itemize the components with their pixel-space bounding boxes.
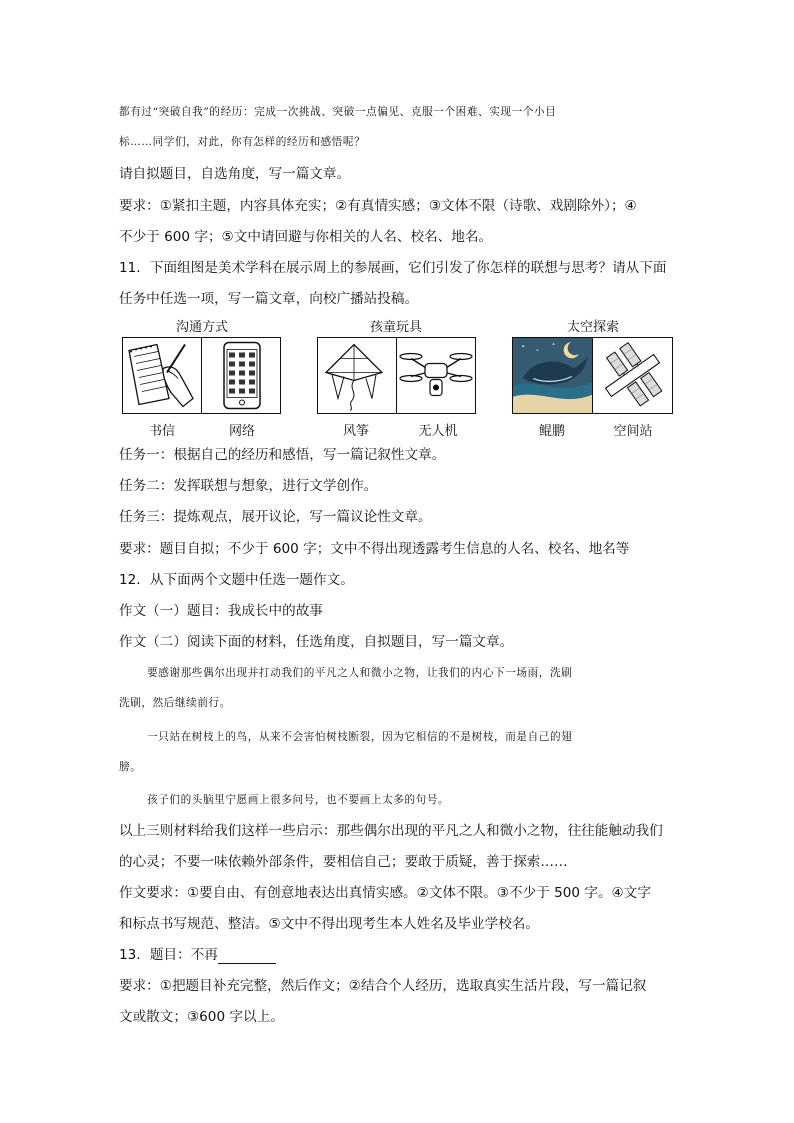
- q13-title-text: 13．题目：不再: [119, 947, 218, 963]
- q12-option-2: 作文（二）阅读下面的材料，任选角度，自拟题目，写一篇文章。: [119, 634, 514, 650]
- q11-task-1: 任务一：根据自己的经历和感悟，写一篇记叙性文章。: [119, 447, 446, 463]
- q12-option-1: 作文（一）题目：我成长中的故事: [119, 603, 323, 619]
- q11-task-2: 任务二：发挥联想与想象，进行文学创作。: [119, 478, 378, 494]
- picture-panel-space: [512, 337, 673, 414]
- space-station-icon: [592, 338, 672, 413]
- intro-line: 标……同学们，对此，你有怎样的经历和感悟呢？: [119, 136, 366, 148]
- kunpeng-whale-painting: [513, 338, 592, 413]
- q12-requirement: 和标点书写规范、整洁。⑤文中不得出现考生本人姓名及毕业学校名。: [119, 916, 539, 932]
- intro-line: 都有过“突破自我”的经历：完成一次挑战、突破一点偏见、克服一个困难、实现一个小目: [119, 106, 557, 118]
- q12-material-1: 洗刷，然后继续前行。: [119, 697, 231, 709]
- group-title: 孩童玩具: [369, 320, 422, 335]
- picture-caption: 网络: [228, 424, 255, 439]
- q12-material-2: 膀。: [119, 761, 142, 773]
- q11-prompt: 任务中任选一项，写一篇文章，向校广播站投稿。: [119, 291, 419, 307]
- q12-material-2: 一只站在树枝上的鸟，从来不会害怕树枝断裂，因为它相信的不是树枝，而是自己的翅: [147, 731, 573, 743]
- q12-material-1: 要感谢那些偶尔出现并打动我们的平凡之人和微小之物，让我们的内心下一场雨，洗刷: [147, 667, 573, 679]
- picture-caption: 书信: [148, 424, 175, 439]
- q11-task-3: 任务三：提炼观点，展开议论，写一篇议论性文章。: [119, 509, 432, 525]
- letter-writing-icon: [123, 338, 201, 413]
- smartphone-icon: [201, 338, 280, 413]
- picture-panel-communication: [122, 337, 281, 414]
- drone-icon: [396, 338, 475, 413]
- q13-title: [119, 946, 276, 964]
- group-title: 太空探索: [566, 320, 619, 335]
- kite-icon: [318, 338, 396, 413]
- q10-requirement: 不少于 600 字；⑤文中请回避与你相关的人名、校名、地名。: [119, 229, 493, 245]
- group-title: 沟通方式: [175, 320, 228, 335]
- picture-caption: 风筝: [342, 424, 369, 439]
- q12-material-3: 孩子们的头脑里宁愿画上很多问号，也不要画上太多的句号。: [147, 794, 450, 806]
- q10-instruction: 请自拟题目，自选角度，写一篇文章。: [119, 166, 351, 182]
- q11-prompt: 11．下面组图是美术学科在展示周上的参展画，它们引发了你怎样的联想与思考？请从下面: [119, 260, 667, 276]
- q12-insight: 以上三则材料给我们这样一些启示：那些偶尔出现的平凡之人和微小之物，往往能触动我们: [119, 823, 663, 839]
- q12-requirement: 作文要求：①要自由、有创意地表达出真情实感。②文体不限。③不少于 500 字。④文字: [119, 885, 651, 901]
- q13-requirement: 文或散文；③600 字以上。: [119, 1009, 284, 1025]
- picture-caption: 无人机: [418, 424, 458, 439]
- q12-insight: 的心灵；不要一味依赖外部条件，要相信自己；要敢于质疑，善于探索……: [119, 854, 568, 870]
- q13-requirement: 要求：①把题目补充完整，然后作文；②结合个人经历，选取真实生活片段，写一篇记叙: [119, 978, 647, 994]
- q11-requirement: 要求：题目自拟；不少于 600 字；文中不得出现透露考生信息的人名、校名、地名等: [119, 541, 630, 557]
- picture-caption: 空间站: [613, 424, 653, 439]
- title-blank: [218, 949, 276, 964]
- q12-prompt: 12．从下面两个文题中任选一题作文。: [119, 572, 354, 588]
- picture-panel-toys: [317, 337, 476, 414]
- picture-caption: 鲲鹏: [538, 424, 565, 439]
- q10-requirement: 要求：①紧扣主题，内容具体充实；②有真情实感；③文体不限（诗歌、戏剧除外）；④: [119, 198, 637, 214]
